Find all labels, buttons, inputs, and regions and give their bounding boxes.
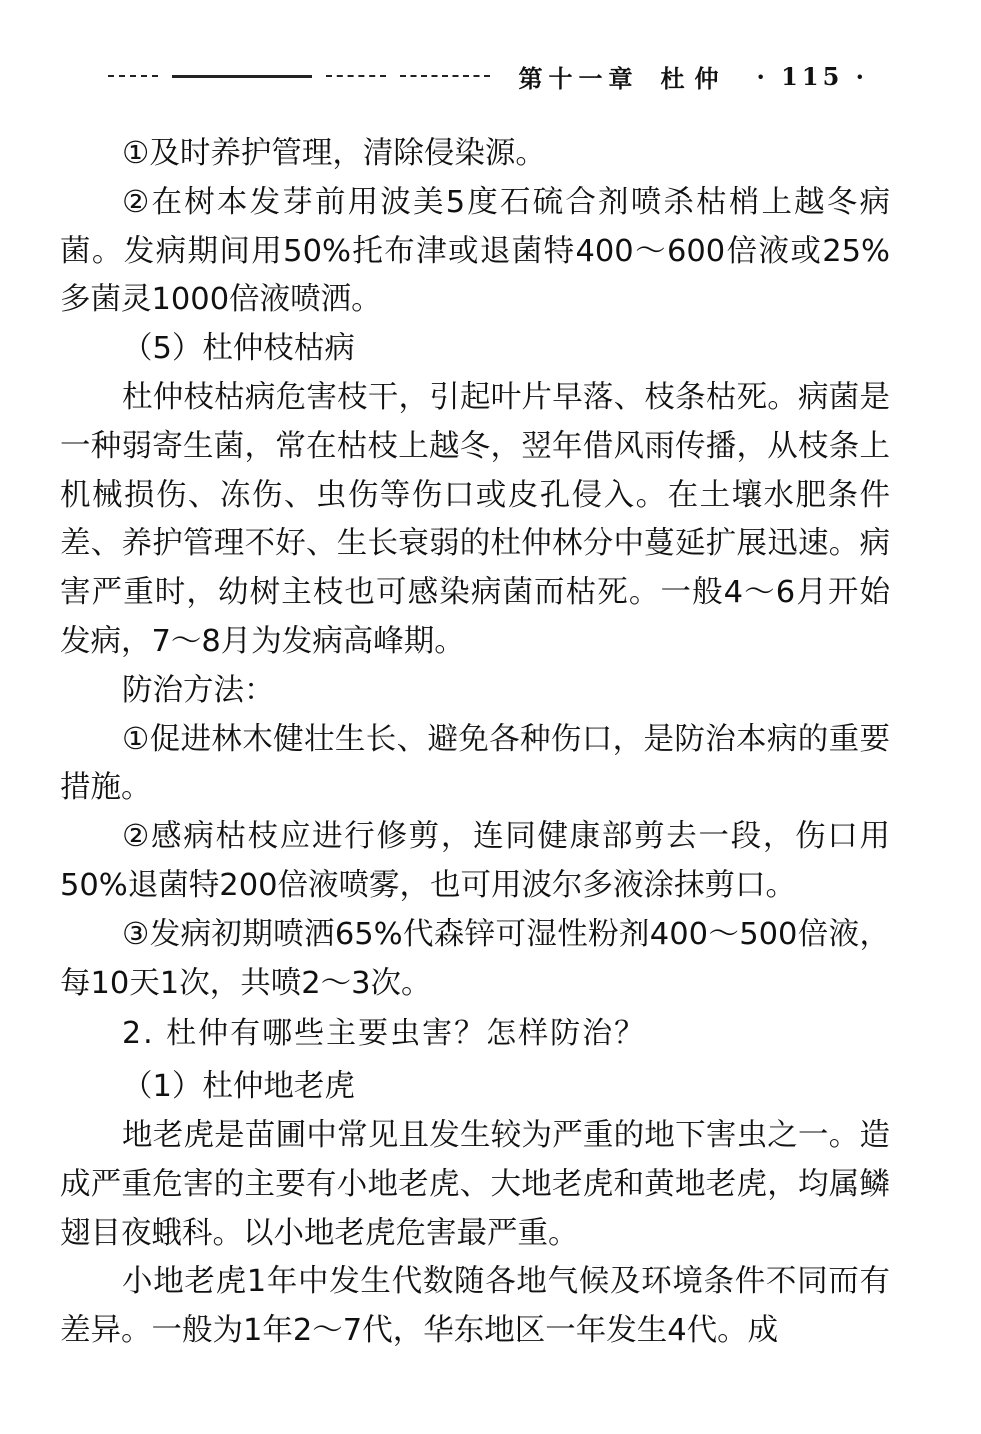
- header-rule: [108, 75, 512, 78]
- question-heading: 2. 杜仲有哪些主要虫害？怎样防治？: [122, 1016, 647, 1052]
- paragraph: ②在树本发芽前用波美5度石硫合剂喷杀枯梢上越冬病菌。发病期间用50%托布津或退菌特400～600倍液或25%多菌灵1000倍液喷洒。: [60, 184, 890, 318]
- paragraph: 杜仲枝枯病危害枝干，引起叶片早落、枝条枯死。病菌是一种弱寄生菌，常在枯枝上越冬，翌年借风雨传播，从枝条上机械损伤、冻伤、虫伤等伤口或皮孔侵入。在土壤水肥条件差、养护管理不好、生长衰弱的杜仲林分中蔓延扩展迅速。病害严重时，幼树主枝也可感染病菌而枯死。一般4～6月开始发病，7～8月为发病高峰期。: [60, 379, 890, 659]
- header-rule-segment: [108, 75, 158, 77]
- paragraph: ③发病初期喷洒65%代森锌可湿性粉剂400～500倍液，每10天1次，共喷2～3次。: [60, 916, 890, 1001]
- page-body: [60, 130, 890, 1356]
- header-rule-segment: [326, 75, 386, 77]
- subsection-heading: （1）杜仲地老虎: [122, 1069, 355, 1105]
- chapter-title: 杜仲: [660, 63, 729, 93]
- page-number: · 115 ·: [756, 61, 868, 91]
- header-rule-segment: [172, 75, 312, 78]
- paragraph: ①及时养护管理，清除侵染源。: [122, 136, 546, 171]
- paragraph: ①促进林木健壮生长、避免各种伤口，是防治本病的重要措施。: [60, 721, 890, 806]
- paragraph: 地老虎是苗圃中常见且发生较为严重的地下害虫之一。造成严重危害的主要有小地老虎、大地老虎和黄地老虎，均属鳞翅目夜蛾科。以小地老虎危害最严重。: [60, 1117, 890, 1251]
- paragraph: ②感病枯枝应进行修剪，连同健康部剪去一段，伤口用50%退菌特200倍液喷雾，也可用波尔多液涂抹剪口。: [60, 819, 890, 903]
- paragraph: 小地老虎1年中发生代数随各地气候及环境条件不同而有差异。一般为1年2～7代，华东地区一年发生4代。成: [60, 1264, 890, 1349]
- subsection-heading: （5）杜仲枝枯病: [122, 331, 355, 367]
- header-rule-segment: [400, 75, 490, 77]
- paragraph: 防治方法：: [122, 672, 275, 708]
- chapter-label: 第十一章: [518, 63, 639, 93]
- running-header: [108, 58, 868, 94]
